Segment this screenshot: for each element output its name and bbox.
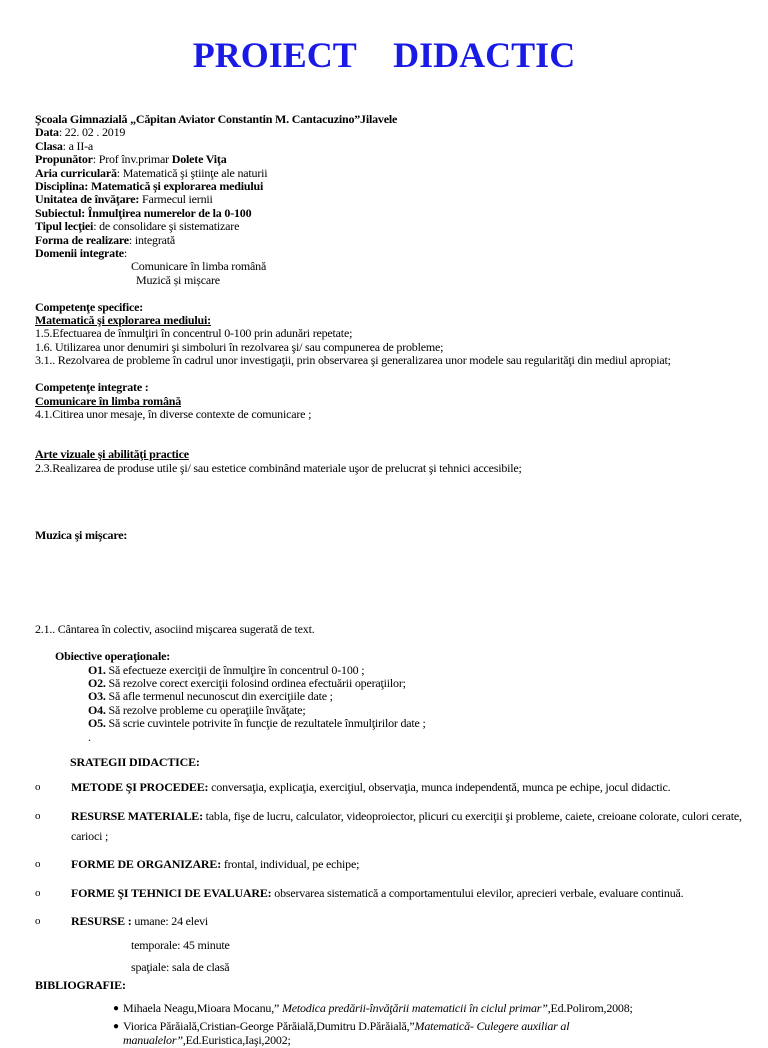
competence-item: 2.3.Realizarea de produse utile şi/ sau estetice combinând materiale uşor de prelucrat şi tehnici accesibile; [35,460,522,475]
objective-item [88,717,735,730]
page-title: PROIECT DIDACTIC [192,35,576,75]
objective-item [88,704,735,717]
bib-authors: Mihaela Neagu,Mioara Mocanu,” [123,1000,282,1015]
objective-text: Să afle termenul necunoscut din exerciţiile date ; [105,689,333,704]
strategy-item-organization [35,854,761,874]
objective-text: Să rezolve corect exerciţii folosind ordinea efectuării operaţiilor; [105,675,406,690]
strategy-value: tabla, fişe de lucru, calculator, videoproiector, plicuri cu exerciţii şi probleme, caiete, creioane colorate, culori cerate, carioci ; [71,808,742,843]
curricular-area-value: : Matematică şi ştiinţe ale naturii [116,165,268,180]
strategy-item-materials [35,806,761,846]
domains-line [35,247,735,260]
objectives-section [35,650,735,744]
resource-space: spaţiale: sala de clasă [131,960,230,975]
spacer [35,368,735,381]
bibliography-list [35,1002,735,1048]
communication-heading: Comunicare în limba română [35,393,182,408]
bullet-icon: o [35,781,41,794]
bib-authors: Viorica Părăială,Cristian-George Părăială,Dumitru D.Părăială,” [123,1019,415,1034]
strategies-heading: SRATEGII DIDACTICE: [70,754,200,769]
bullet-icon: ● [113,1021,119,1033]
bullet-icon: o [35,915,41,928]
curricular-area-line [35,167,735,180]
date-line [35,126,735,139]
competence-item: 1.5.Efectuarea de înmulţiri în concentrul 0-100 prin adunări repetate; [35,326,353,341]
bib-title: Matematică- Culegere auxiliar al manualelor” [123,1019,570,1047]
learning-unit-line [35,193,735,206]
document-body [35,112,742,1048]
strategies-list [35,777,742,977]
strategy-label: RESURSE : [71,914,132,929]
competence-item: 3.1.. Rezolvarea de probleme în cadrul unor investigaţii, prin observarea şi generalizarea unor modele sau regularităţi din mediul apropiat; [35,353,671,368]
bib-publisher: ,Ed.Polirom,2008; [547,1000,633,1015]
objectives-heading: Obiective operaţionale: [55,649,171,664]
competence-item: 1.6. Utilizarea unor denumiri şi simboluri în rezolvarea şi/ sau compunerea de probleme; [35,339,444,354]
form-value: : integrată [128,232,176,247]
bullet-icon: o [35,886,41,899]
domain-item: Muzică și mișcare [136,272,220,287]
strategy-value: umane: 24 elevi [131,914,209,929]
strategy-item-methods [35,777,761,797]
proposer-value: : Prof înv.primar [92,152,172,167]
spacer [35,421,735,434]
discipline-line: Disciplina: Matematică și explorarea mediului [35,179,264,194]
domains-label: Domenii integrate [35,246,124,261]
objective-code: O2. [88,675,106,690]
bib-publisher: ,Ed.Euristica,Iaşi,2002; [182,1032,291,1047]
class-label: Clasa [35,138,63,153]
strategy-item-evaluation [35,883,761,903]
spacer [35,475,735,529]
strategy-value: observarea sistematică a comportamentului elevilor, aprecieri verbale, evaluare continuă. [271,885,684,900]
competence-item: 2.1.. Cântarea în colectiv, asociind mişcarea sugerată de text. [35,622,315,637]
domains-colon: : [123,246,128,261]
strategy-label: FORME ŞI TEHNICI DE EVALUARE: [71,885,272,900]
domain-item: Comunicare în limba română [131,259,267,274]
lesson-type-line [35,220,735,233]
strategy-value: frontal, individual, pe echipe; [221,857,360,872]
objective-text: Să efectueze exerciţii de înmulţire în concentrul 0-100 ; [105,662,365,677]
strategy-label: METODE ŞI PROCEDEE: [71,780,209,795]
lesson-type-value: : de consolidare şi sistematizare [93,219,240,234]
objective-code: O4. [88,702,106,717]
spacer [35,435,735,448]
bibliography-heading: BIBLIOGRAFIE: [35,978,126,993]
music-heading: Muzica şi mişcare: [35,527,128,542]
curricular-area-label: Aria curriculară [35,165,117,180]
form-line [35,234,735,247]
proposer-label: Propunător [35,152,93,167]
objective-item [88,677,735,690]
resource-time: temporale: 45 minute [131,938,230,953]
bullet-icon: o [35,809,41,822]
bibliography-item [35,1002,663,1016]
class-value: : a II-a [62,138,94,153]
proposer-line [35,153,735,166]
subject-line: Subiectul: Înmulţirea numerelor de la 0-100 [35,205,252,220]
bibliography-item [35,1020,663,1047]
specific-competences-heading: Competenţe specifice: [35,299,144,314]
lesson-type-label: Tipul lecţiei [35,219,94,234]
spacer [35,637,735,650]
objective-item [88,690,735,703]
form-label: Forma de realizare [35,232,129,247]
learning-unit-label: Unitatea de învăţare: [35,192,140,207]
strategy-label: RESURSE MATERIALE: [71,808,203,823]
bib-title: Metodica predării-învăţării matematicii în ciclul primar” [281,1000,548,1015]
objective-code: O1. [88,662,106,677]
objective-code: O5. [88,716,106,731]
objective-item [88,664,735,677]
strategy-value: conversaţia, explicaţia, exerciţiul, observaţia, munca independentă, munca pe echipe, jocul didactic. [208,780,671,795]
spacer [35,542,735,623]
objective-text: Să scrie cuvintele potrivite în funcţie de rezultatele înmulţirilor date ; [105,716,426,731]
proposer-name: Dolete Viţa [171,152,227,167]
objective-text: Să rezolve probleme cu operaţiile învăţate; [105,702,306,717]
date-value: : 22. 02 . 2019 [58,125,126,140]
bullet-icon: o [35,858,41,871]
specific-competences-subheading: Matematică şi explorarea mediului: [35,313,211,328]
bullet-icon: ● [113,1002,119,1014]
competence-item: 4.1.Citirea unor mesaje, în diverse contexte de comunicare ; [35,406,312,421]
strategy-label: FORME DE ORGANIZARE: [71,857,222,872]
objective-code: O3. [88,689,106,704]
date-label: Data [35,125,59,140]
school-name: Şcoala Gimnazială „Căpitan Aviator Constantin M. Cantacuzino”Jilavele [35,112,398,126]
strategy-item-resources [35,911,761,931]
integrated-competences-heading: Competenţe integrate : [35,380,149,395]
objective-trailing: . [88,729,91,744]
learning-unit-value: Farmecul iernii [139,192,213,207]
objectives-list [55,664,735,744]
class-line [35,140,735,153]
spacer [35,287,735,300]
arts-heading: Arte vizuale şi abilităţi practice [35,447,189,462]
